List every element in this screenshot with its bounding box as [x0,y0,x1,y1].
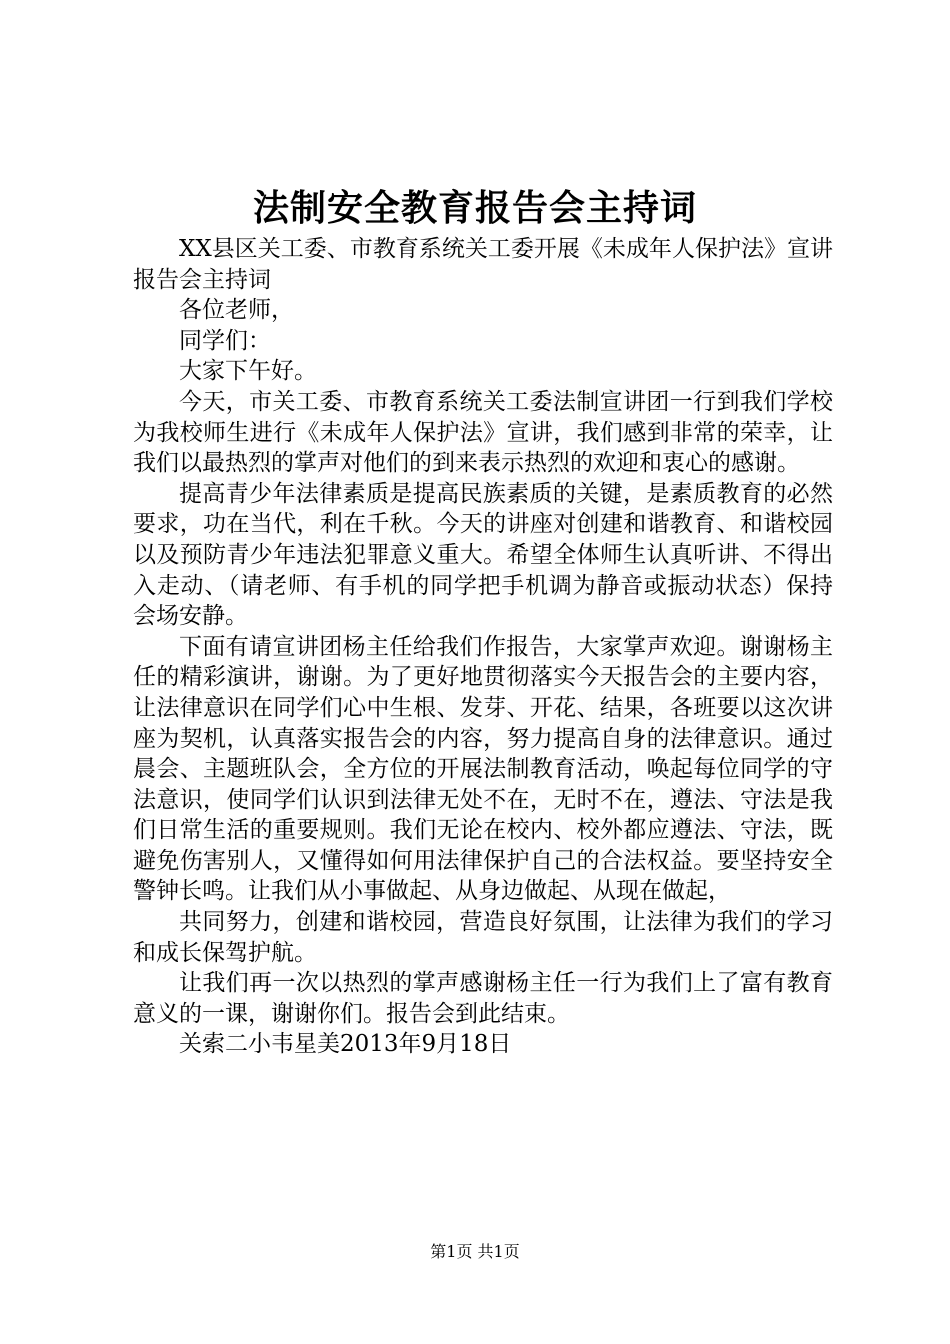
paragraph-greeting-teachers: 各位老师， [179,297,294,324]
paragraph-subtitle: XX县区关工委、市教育系统关工委开展《未成年人保护法》宣讲报告会主持词 [133,236,833,293]
paragraph-good-afternoon: 大家下午好。 [179,358,317,385]
page-number-footer: 第1页 共1页 [430,1242,520,1261]
paragraph-report: 下面有请宣讲团杨主任给我们作报告，大家掌声欢迎。谢谢杨主任的精彩演讲，谢谢。为了更好地贯彻落实今天报告会的主要内容，让法律意识在同学们心中生根、发芽、开花、结果，各班要以这次讲座为契机，认真落实报告会的内容，努力提高自身的法律意识。通过晨会、主题班队会，全方位的开展法制教育活动，唤起每位同学的守法意识，使同学们认识到法律无处不在，无时不在，遵法、守法是我们日常生活的重要规则。我们无论在校内、校外都应遵法、守法，既避免伤害别人，又懂得如何用法律保护自己的合法权益。要坚持安全警钟长鸣。让我们从小事做起、从身边做起、从现在做起， [133,633,833,905]
paragraph-signature: 关索二小韦星美2013年9月18日 [179,1031,512,1058]
paragraph-greeting-students: 同学们： [179,327,271,354]
document-body [133,234,833,1060]
paragraph-together: 共同努力，创建和谐校园，营造良好氛围，让法律为我们的学习和成长保驾护航。 [133,909,833,966]
paragraph-welcome: 今天，市关工委、市教育系统关工委法制宣讲团一行到我们学校为我校师生进行《未成年人保护法》宣讲，我们感到非常的荣幸，让我们以最热烈的掌声对他们的到来表示热烈的欢迎和衷心的感谢。 [133,388,833,477]
document-title: 法制安全教育报告会主持词 [252,187,697,229]
paragraph-importance: 提高青少年法律素质是提高民族素质的关键，是素质教育的必然要求，功在当代，利在千秋。今天的讲座对创建和谐教育、和谐校园以及预防青少年违法犯罪意义重大。希望全体师生认真听讲、不得出入走动、（请老师、有手机的同学把手机调为静音或振动状态）保持会场安静。 [133,480,833,630]
paragraph-closing: 让我们再一次以热烈的掌声感谢杨主任一行为我们上了富有教育意义的一课，谢谢你们。报告会到此结束。 [133,970,833,1027]
